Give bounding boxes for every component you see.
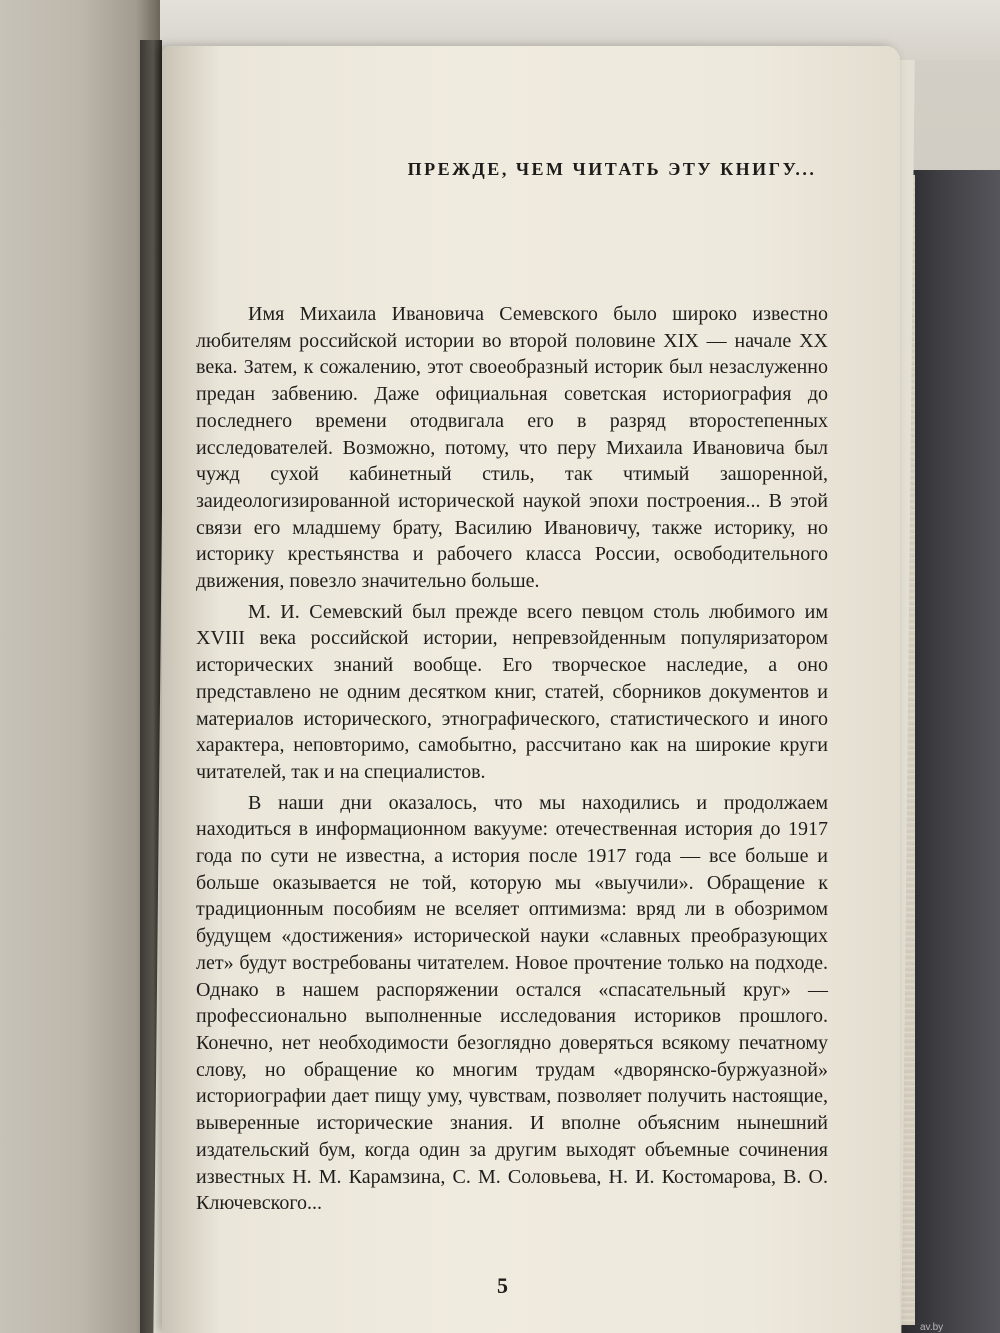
book-page [162,46,900,1333]
right-book-cover [900,170,1000,1333]
page-header: ПРЕЖДЕ, ЧЕМ ЧИТАТЬ ЭТУ КНИГУ... [407,159,817,179]
watermark: av.by [920,1322,944,1333]
left-book-cover [0,0,160,1333]
page-number: 5 [497,1273,508,1298]
paragraph-3: В наши дни оказалось, что мы находились и продолжаем находиться в информационном вакууме: отечественная история до 1917 года по сути не известна, а история после 1917 года — все больше и больше оказывается не той, которую мы «выучили». Обращение к традиционным пособиям не вселяет оптимизма: вряд ли в обозримом будущем «достижения» исторической науки «славных преобразующих лет» будут востребованы читателем. Новое прочтение только на подходе. Однако в нашем распоряжении остался «спасательный круг» — профессионально выполненные исследования историков прошлого. Конечно, нет необходимости безоглядно доверяться всякому печатному слову, но обращение ко многим трудам «дворянско-буржуазной» историографии дает пищу уму, чувствам, позволяет получить настоящие, выверенные исторические знания. И вполне объясним нынешний издательский бум, когда один за другим выходят объемные сочинения известных Н. М. Карамзина, С. М. Соловьева, Н. И. Костомарова, В. О. Ключевского... [196,791,828,1215]
paragraph-1: Имя Михаила Ивановича Семевского было широко известно любителям российской истории во второй половине XIX — начале XX века. Затем, к сожалению, этот своеобразный историк был незаслуженно предан забвению. Даже официальная советская историография до последнего времени отодвигала его в разряд второстепенных исследователей. Возможно, потому, что перу Михаила Ивановича был чужд сухой кабинетный стиль, так чтимый зашоренной, заидеологизированной исторической наукой эпохи построения... В этой связи его младшему брату, Василию Ивановичу, также историку, но историку крестьянства и рабочего класса России, освободительного движения, повезло значительно больше. [196,303,828,593]
page-body [196,301,828,1217]
paragraph-2: М. И. Семевский был прежде всего певцом столь любимого им XVIII века российской истории, непревзойденным популяризатором исторических знаний вообще. Его творческое наследие, а оно представлено не одним десятком книг, статей, сборников документов и материалов исторического, этнографического, статистического и иного характера, неповторимо, самобытно, рассчитано как на широкие круги читателей, так и на специалистов. [196,600,828,783]
